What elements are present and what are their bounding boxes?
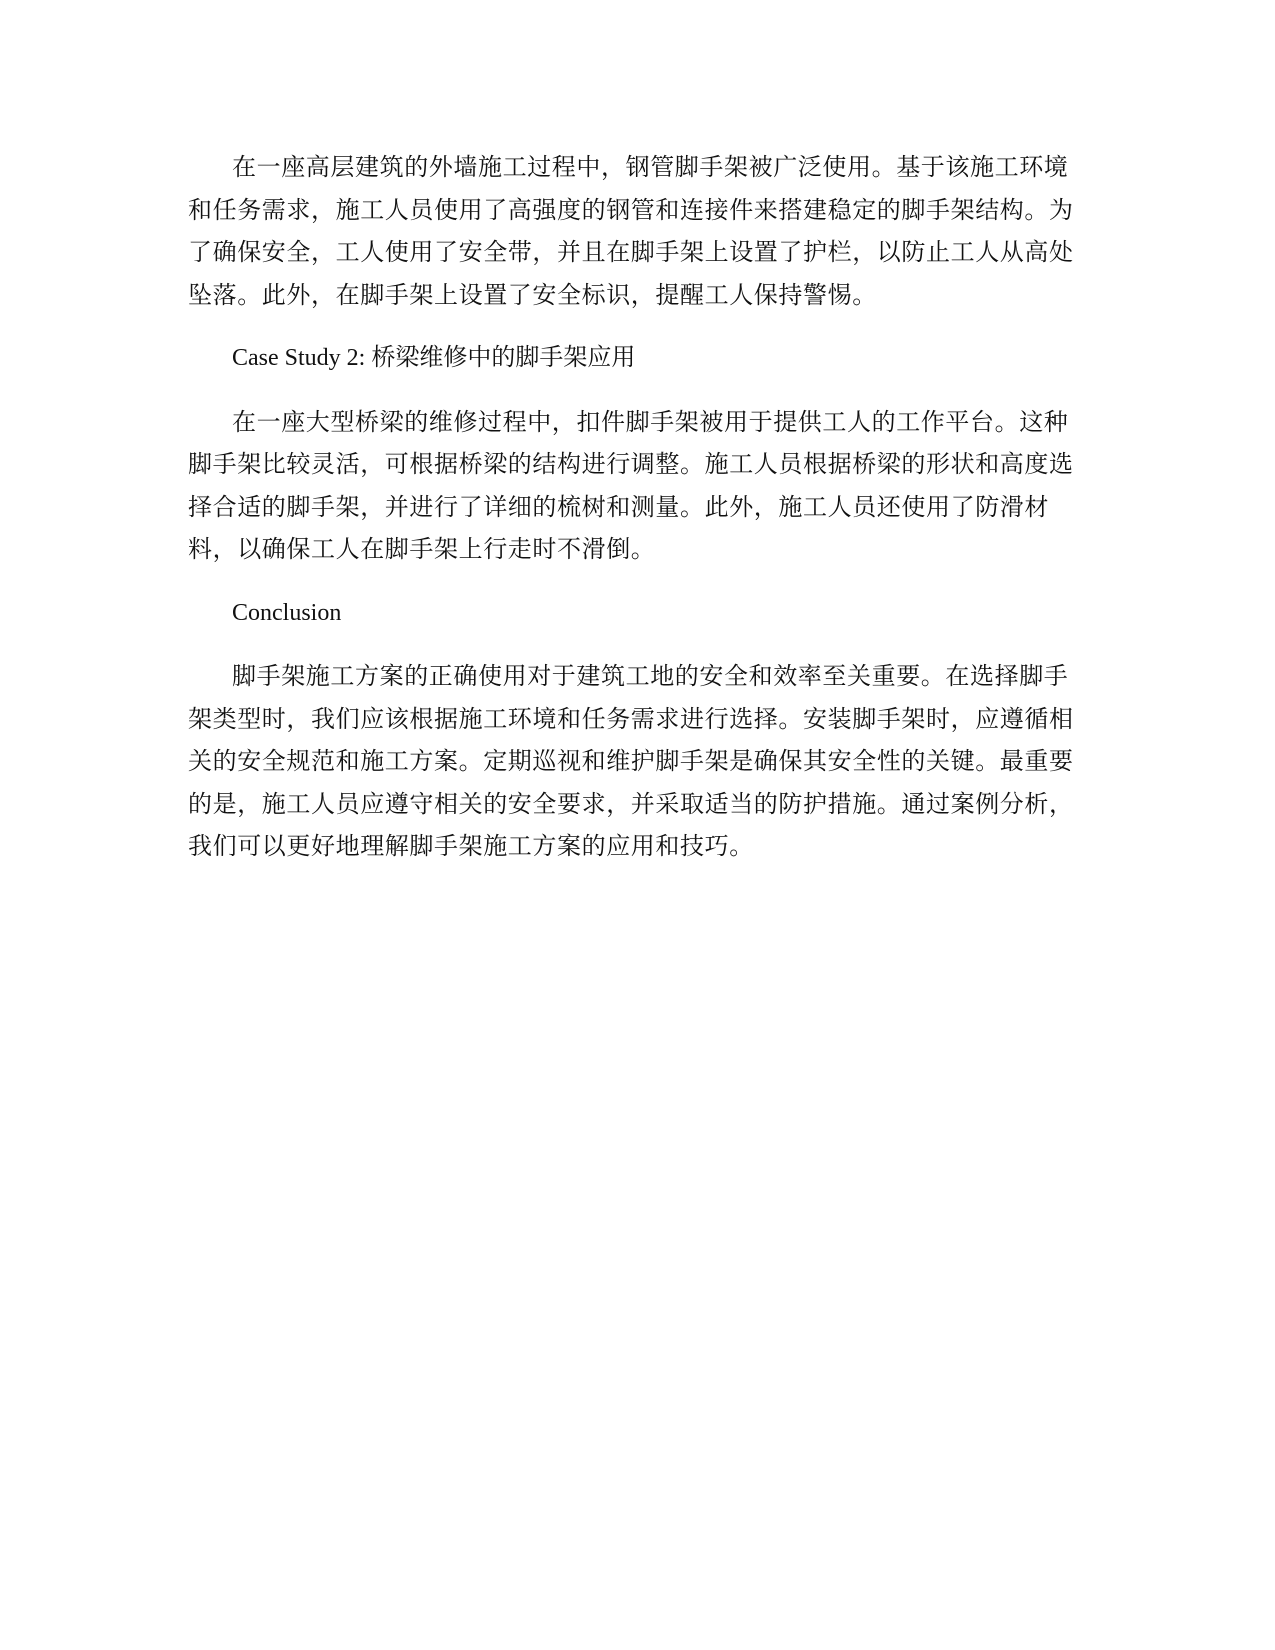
heading-case-study-2: Case Study 2: 桥梁维修中的脚手架应用 — [232, 345, 636, 371]
heading-conclusion: Conclusion — [232, 599, 342, 626]
paragraph-high-rise-case: 在一座高层建筑的外墙施工过程中，钢管脚手架被广泛使用。基于该施工环境和任务需求，施工人员使用了高强度的钢管和连接件来搭建稳定的脚手架结构。为了确保安全，工人使用了安全带，并且在脚手架上设置了护栏，以防止工人从高处坠落。此外，在脚手架上设置了安全标识，提醒工人保持警惕。 — [188, 153, 1074, 309]
paragraph-bridge-case: 在一座大型桥梁的维修过程中，扣件脚手架被用于提供工人的工作平台。这种脚手架比较灵活，可根据桥梁的结构进行调整。施工人员根据桥梁的形状和高度选择合适的脚手架，并进行了详细的梳树和测量。此外，施工人员还使用了防滑材料，以确保工人在脚手架上行走时不滑倒。 — [188, 407, 1074, 563]
document-body — [188, 146, 1088, 889]
paragraph-conclusion: 脚手架施工方案的正确使用对于建筑工地的安全和效率至关重要。在选择脚手架类型时，我们应该根据施工环境和任务需求进行选择。安装脚手架时，应遵循相关的安全规范和施工方案。定期巡视和维护脚手架是确保其安全性的关键。最重要的是，施工人员应遵守相关的安全要求，并采取适当的防护措施。通过案例分析，我们可以更好地理解脚手架施工方案的应用和技巧。 — [188, 662, 1074, 860]
